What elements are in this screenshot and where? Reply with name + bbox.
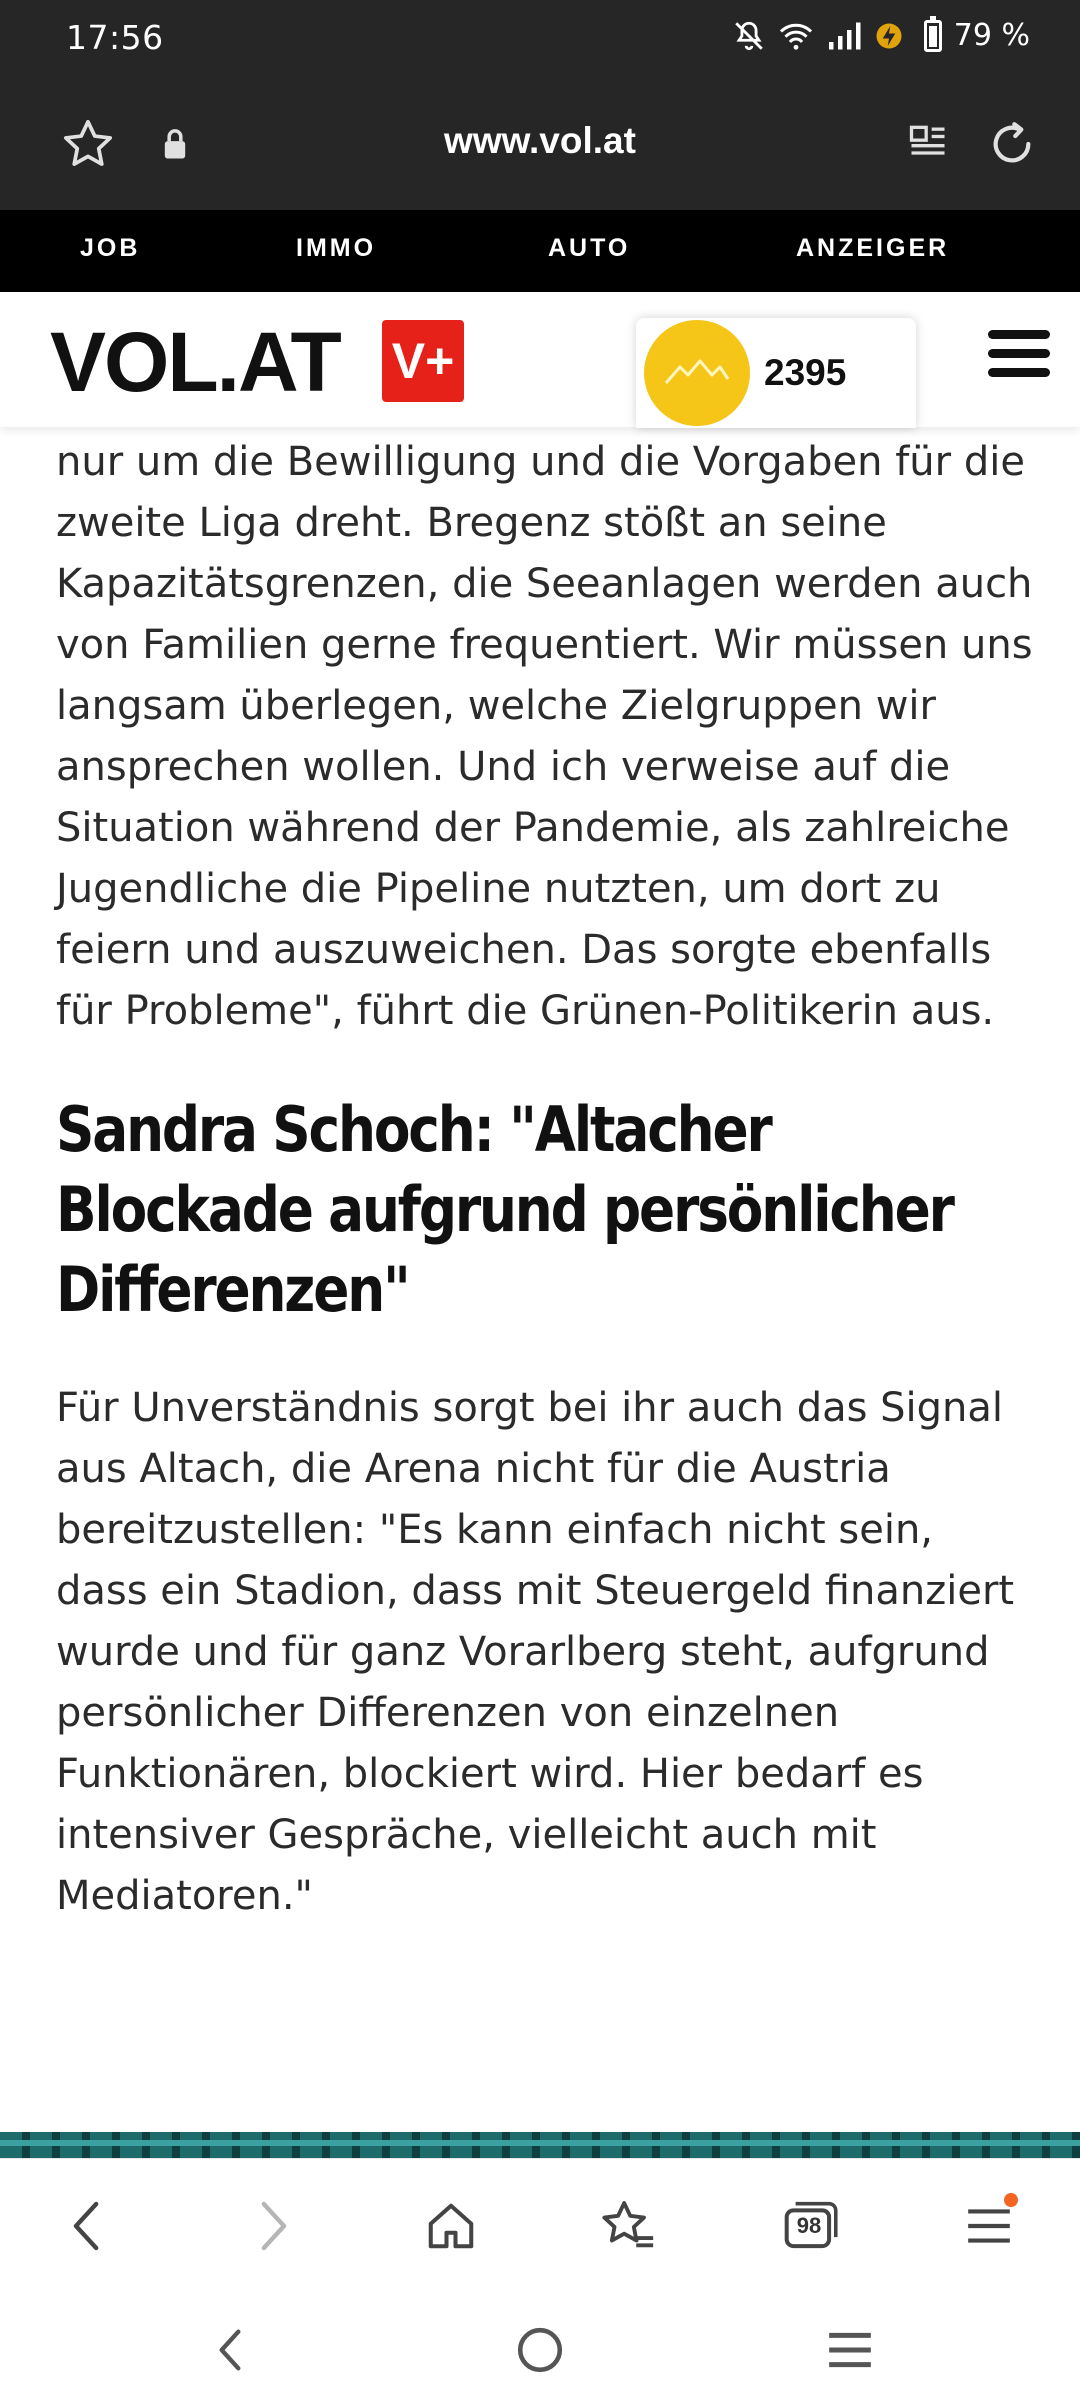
- reader-mode-icon[interactable]: [906, 120, 950, 168]
- article-body: [56, 420, 1036, 1927]
- url-text[interactable]: www.vol.at: [444, 120, 636, 161]
- battery-percent: 79 %: [953, 18, 1030, 53]
- system-back-icon[interactable]: [200, 2320, 260, 2380]
- browser-url-bar: [0, 78, 1080, 210]
- category-nav: [0, 210, 1080, 292]
- nav-item-anzeiger[interactable]: ANZEIGER: [796, 234, 950, 262]
- nav-item-auto[interactable]: AUTO: [548, 234, 631, 262]
- article-subheading: Sandra Schoch: "Altacher Blockade aufgrund persönlicher Differenzen": [56, 1093, 953, 1326]
- status-time: 17:56: [66, 18, 164, 57]
- points-value: 2395: [764, 352, 847, 393]
- article-paragraph: Für Unverständnis sorgt bei ihr auch das Signal aus Altach, die Arena nicht für die Austria bereitzustellen: "Es kann einfach nicht sein, dass ein Stadion, dass mit Steuergeld finanziert wurde und für ganz Vorarlberg steht, aufgrund persönlicher Differenzen von einzelnen Funktionären, blockiert wird. Hier bedarf es intensiver Gespräche, vielleicht auch mit Mediatoren.": [56, 1385, 1015, 1919]
- wifi-icon: [778, 20, 814, 52]
- back-icon[interactable]: [54, 2193, 120, 2259]
- home-icon[interactable]: [418, 2193, 484, 2259]
- signal-icon: [826, 21, 862, 51]
- points-widget[interactable]: [636, 318, 916, 428]
- site-logo[interactable]: VOL.AT: [50, 315, 340, 409]
- system-home-icon[interactable]: [510, 2320, 570, 2380]
- bookmarks-icon[interactable]: [596, 2193, 662, 2259]
- power-saving-icon: [874, 21, 904, 51]
- forward-icon[interactable]: [240, 2193, 306, 2259]
- hamburger-menu-icon[interactable]: [988, 330, 1050, 378]
- mountain-badge-icon: [644, 320, 750, 426]
- browser-bottom-toolbar: [0, 2158, 1080, 2290]
- vplus-badge[interactable]: V+: [382, 320, 464, 402]
- battery-icon: [924, 20, 942, 52]
- nav-item-immo[interactable]: IMMO: [296, 234, 377, 262]
- tabs-icon[interactable]: [776, 2193, 842, 2259]
- status-icons: [732, 18, 1030, 53]
- tab-count: 98: [796, 2213, 822, 2238]
- system-nav-bar: [0, 2290, 1080, 2408]
- mute-icon: [732, 19, 766, 53]
- notification-dot: [1004, 2193, 1018, 2207]
- site-header: [0, 292, 1080, 427]
- article-paragraph: nur um die Bewilligung und die Vorgaben für die zweite Liga dreht. Bregenz stößt an seine Kapazitätsgrenzen, die Seeanlagen werden auch von Familien gerne frequentiert. Wir müssen uns langsam überlegen, welche Zielgruppen wir ansprechen wollen. Und ich verweise auf die Situation während der Pandemie, als zahlreiche Jugendliche die Pipeline nutzten, um dort zu feiern und auszuweichen. Das sorgte ebenfalls für Probleme", führt die Grünen-Politikerin aus.: [56, 439, 1033, 1034]
- nav-item-job[interactable]: JOB: [80, 234, 141, 262]
- status-bar: [0, 0, 1080, 78]
- reload-icon[interactable]: [984, 116, 1040, 176]
- menu-icon[interactable]: [956, 2193, 1022, 2259]
- system-recents-icon[interactable]: [820, 2320, 880, 2380]
